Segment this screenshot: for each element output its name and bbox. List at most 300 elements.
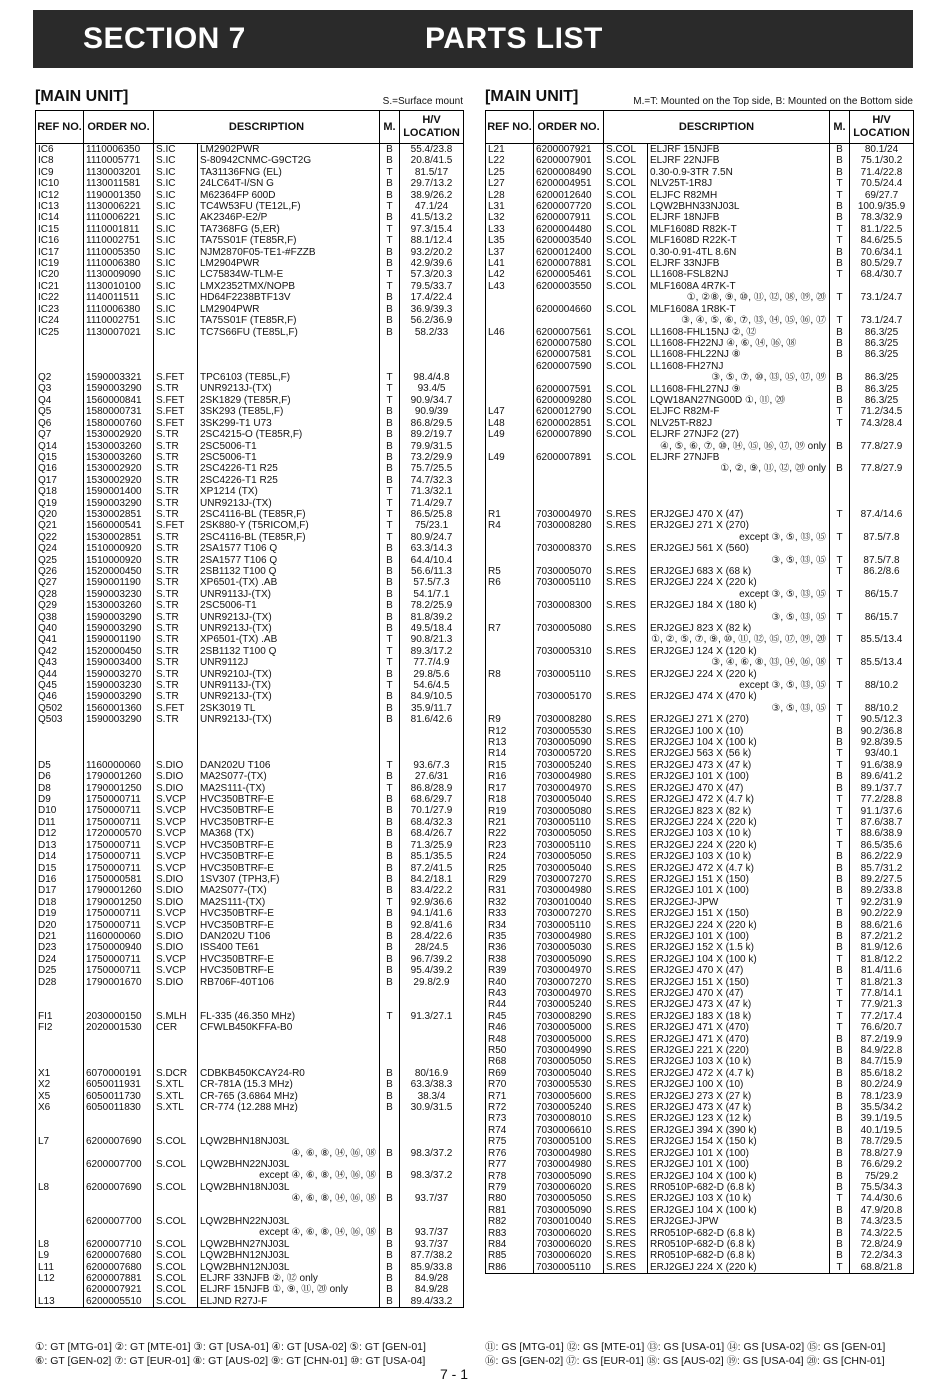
ref-no-cell: Q43 <box>36 657 84 668</box>
mount-cell: B <box>830 384 850 395</box>
order-no-cell <box>84 1148 154 1159</box>
description-cell: 24LC64T-I/SN G <box>198 178 380 189</box>
part-type-cell <box>604 292 648 303</box>
ref-no-cell: R78 <box>486 1171 534 1182</box>
description-cell: ERJ2GEJ 104 X (100 k) <box>648 1171 830 1182</box>
location-cell: 84.6/25.5 <box>850 235 914 246</box>
mount-cell: B <box>830 395 850 406</box>
table-row <box>36 1239 464 1250</box>
description-cell: ERJ2GEJ 471 X (470) <box>648 1034 830 1045</box>
location-cell: 78.2/25.9 <box>400 600 464 611</box>
location-cell: 93.6/7.3 <box>400 760 464 771</box>
location-cell: 86.3/25 <box>850 349 914 360</box>
col-order-no: ORDER NO. <box>84 111 154 144</box>
order-no-cell: 2020001530 <box>84 1022 154 1033</box>
location-cell: 77.8/14.1 <box>850 988 914 999</box>
order-no-cell: 1590003400 <box>84 657 154 668</box>
part-type-cell: S.VCP <box>154 908 198 919</box>
table-row <box>486 920 914 931</box>
ref-no-cell: FI2 <box>36 1022 84 1033</box>
description-cell: AK2346P-E2/P <box>198 212 380 223</box>
mount-cell: T <box>380 395 400 406</box>
mount-cell: B <box>830 1102 850 1113</box>
mount-cell: T <box>380 760 400 771</box>
table-row <box>36 1148 464 1159</box>
ref-no-cell: R25 <box>486 863 534 874</box>
table-row <box>36 1068 464 1079</box>
location-cell: 86.3/25 <box>850 327 914 338</box>
order-no-cell: 1590003270 <box>84 669 154 680</box>
order-no-cell: 1590001190 <box>84 577 154 588</box>
description-cell: 2SC5006-T1 <box>198 600 380 611</box>
table-row <box>486 863 914 874</box>
part-type-cell: S.IC <box>154 292 198 303</box>
part-type-cell: S.RES <box>604 874 648 885</box>
order-no-cell: 6200012640 <box>534 190 604 201</box>
location-cell: 90.9/39 <box>400 406 464 417</box>
ref-no-cell: Q21 <box>36 520 84 531</box>
part-type-cell: S.RES <box>604 1045 648 1056</box>
ref-no-cell: R19 <box>486 806 534 817</box>
part-type-cell: S.FET <box>154 395 198 406</box>
table-row <box>486 212 914 223</box>
mount-cell: T <box>830 840 850 851</box>
part-type-cell: S.COL <box>604 258 648 269</box>
description-cell: DAN202U T106 <box>198 760 380 771</box>
ref-no-cell: L47 <box>486 406 534 417</box>
part-type-cell <box>604 612 648 623</box>
location-cell: 77.8/27.9 <box>850 441 914 452</box>
description-cell: ERJ2GEJ 470 X (47) <box>648 965 830 976</box>
ref-no-cell: R75 <box>486 1136 534 1147</box>
table-row <box>36 224 464 235</box>
order-no-cell: 6200012400 <box>534 247 604 258</box>
table-row <box>36 1227 464 1238</box>
ref-no-cell: D24 <box>36 954 84 965</box>
ref-no-cell: D28 <box>36 977 84 988</box>
description-cell: ERJ2GEJ 473 X (47 k) <box>648 760 830 771</box>
mount-cell: B <box>380 954 400 965</box>
ref-no-cell <box>486 657 534 668</box>
order-no-cell: 1530002851 <box>84 532 154 543</box>
location-cell: 92.8/39.5 <box>850 737 914 748</box>
description-cell: HVC350BTRF-E <box>198 851 380 862</box>
order-no-cell <box>534 292 604 303</box>
description-cell: ERJ2GEJ 224 X (220 k) <box>648 577 830 588</box>
description-cell: CR-765 (3.6864 MHz) <box>198 1091 380 1102</box>
ref-no-cell <box>36 1045 84 1056</box>
ref-no-cell: R80 <box>486 1193 534 1204</box>
ref-no-cell: Q41 <box>36 634 84 645</box>
mount-cell: B <box>830 1250 850 1261</box>
table-row <box>486 315 914 326</box>
mount-cell: B <box>380 840 400 851</box>
table-row <box>486 292 914 303</box>
order-no-cell <box>534 486 604 497</box>
description-cell: 2SA1577 T106 Q <box>198 555 380 566</box>
order-no-cell: 1110006350 <box>84 144 154 156</box>
order-no-cell: 7030005170 <box>534 691 604 702</box>
description-cell: ERJ2GEJ 104 X (100 k) <box>648 1205 830 1216</box>
location-cell: 86.2/8.6 <box>850 566 914 577</box>
part-type-cell: S.RES <box>604 817 648 828</box>
ref-no-cell <box>486 349 534 360</box>
location-cell: 86.8/29.5 <box>400 418 464 429</box>
description-cell: ERJ2GEJ 101 X (100) <box>648 931 830 942</box>
mount-cell <box>830 452 850 463</box>
order-no-cell: 6200007700 <box>84 1159 154 1170</box>
ref-no-cell: R40 <box>486 977 534 988</box>
table-row <box>486 988 914 999</box>
table-row <box>36 1045 464 1056</box>
location-cell: 93.7/37 <box>400 1227 464 1238</box>
mount-cell: T <box>380 383 400 394</box>
location-cell: 78.8/27.9 <box>850 1148 914 1159</box>
ref-no-cell <box>486 463 534 474</box>
order-no-cell <box>534 612 604 623</box>
location-cell: 87.2/21.2 <box>850 931 914 942</box>
location-cell: 90.5/12.3 <box>850 714 914 725</box>
description-cell: HVC350BTRF-E <box>198 863 380 874</box>
order-no-cell <box>84 349 154 360</box>
mount-cell: T <box>830 1022 850 1033</box>
description-cell: UNR9213J-(TX) <box>198 498 380 509</box>
part-type-cell <box>154 988 198 999</box>
table-row <box>486 703 914 714</box>
table-row <box>36 920 464 931</box>
mount-cell: B <box>830 965 850 976</box>
description-cell: ERJ2GEJ 470 X (47) <box>648 988 830 999</box>
mount-cell: B <box>830 167 850 178</box>
description-cell: ERJ2GEJ 394 X (390 k) <box>648 1125 830 1136</box>
description-cell <box>198 1113 380 1124</box>
ref-no-cell: R14 <box>486 748 534 759</box>
description-cell: MLF1608A 4R7K-T <box>648 281 830 292</box>
right-parts-panel <box>485 88 913 1274</box>
table-row <box>36 908 464 919</box>
order-no-cell <box>534 634 604 645</box>
table-row <box>486 395 914 406</box>
order-no-cell: 1750000711 <box>84 851 154 862</box>
ref-no-cell: L49 <box>486 452 534 463</box>
ref-no-cell <box>486 691 534 702</box>
ref-no-cell: Q38 <box>36 612 84 623</box>
mount-cell: T <box>830 954 850 965</box>
ref-no-cell <box>486 361 534 372</box>
ref-no-cell <box>486 441 534 452</box>
order-no-cell: 6200007581 <box>534 349 604 360</box>
ref-no-cell <box>486 304 534 315</box>
right-parts-table <box>485 110 914 1274</box>
description-cell: ③, ④, ⑤, ⑥, ⑦, ⑬, ⑭, ⑮, ⑯, ⑰ <box>648 315 830 326</box>
table-row <box>36 281 464 292</box>
ref-no-cell: R1 <box>486 509 534 520</box>
ref-no-cell: R12 <box>486 726 534 737</box>
part-type-cell: S.RES <box>604 1136 648 1147</box>
ref-no-cell <box>486 315 534 326</box>
order-no-cell: 7030005110 <box>534 817 604 828</box>
ref-no-cell <box>486 634 534 645</box>
ref-no-cell: R46 <box>486 1022 534 1033</box>
table-row <box>36 304 464 315</box>
ref-no-cell: R79 <box>486 1182 534 1193</box>
table-row <box>36 292 464 303</box>
description-cell <box>198 737 380 748</box>
mount-cell <box>830 577 850 588</box>
part-type-cell <box>154 1045 198 1056</box>
order-no-cell: 1130007021 <box>84 327 154 338</box>
table-row <box>486 737 914 748</box>
table-row <box>36 600 464 611</box>
location-cell: 91.1/37.6 <box>850 806 914 817</box>
table-row <box>36 646 464 657</box>
part-type-cell: S.COL <box>604 201 648 212</box>
table-row <box>486 1045 914 1056</box>
location-cell <box>850 623 914 634</box>
order-no-cell: 7030008370 <box>534 543 604 554</box>
mount-cell: B <box>830 1159 850 1170</box>
location-cell <box>400 1205 464 1216</box>
part-type-cell: S.COL <box>604 429 648 440</box>
mount-cell: B <box>380 942 400 953</box>
location-cell: 86.5/35.6 <box>850 840 914 851</box>
mount-cell: T <box>830 760 850 771</box>
table-row <box>486 657 914 668</box>
mount-cell: T <box>380 224 400 235</box>
order-no-cell: 6200007720 <box>534 201 604 212</box>
right-panel-title <box>485 88 913 110</box>
location-cell: 69/27.7 <box>850 190 914 201</box>
location-cell: 36.9/39.3 <box>400 304 464 315</box>
ref-no-cell: Q29 <box>36 600 84 611</box>
part-type-cell: S.RES <box>604 806 648 817</box>
mount-cell: B <box>380 1102 400 1113</box>
location-cell: 86.3/25 <box>850 372 914 383</box>
table-row <box>36 874 464 885</box>
ref-no-cell: L43 <box>486 281 534 292</box>
description-cell: except ④, ⑥, ⑧, ⑭, ⑯, ⑱ <box>198 1227 380 1238</box>
description-cell: except ③, ⑤, ⑬, ⑮ <box>648 589 830 600</box>
order-no-cell: 6200005461 <box>534 269 604 280</box>
table-row <box>486 566 914 577</box>
location-cell: 77.9/21.3 <box>850 999 914 1010</box>
ref-no-cell: L11 <box>36 1262 84 1273</box>
table-row <box>36 1216 464 1227</box>
mount-cell <box>380 726 400 737</box>
table-row <box>36 315 464 326</box>
ref-no-cell: IC22 <box>36 292 84 303</box>
part-type-cell: S.TR <box>154 657 198 668</box>
left-parts-table <box>35 110 464 1308</box>
location-cell: 57.3/20.3 <box>400 269 464 280</box>
order-no-cell: 6200003540 <box>534 235 604 246</box>
order-no-cell: 7030008280 <box>534 520 604 531</box>
order-no-cell: 7030008280 <box>534 714 604 725</box>
mount-cell <box>380 1125 400 1136</box>
order-no-cell: 7030004970 <box>534 509 604 520</box>
order-no-cell: 7030005040 <box>534 794 604 805</box>
description-cell: HD64F2238BTF13V <box>198 292 380 303</box>
order-no-cell: 1110002751 <box>84 235 154 246</box>
description-cell: 3SK299-T1 U73 <box>198 418 380 429</box>
part-type-cell: S.COL <box>154 1136 198 1147</box>
location-cell: 86.5/25.8 <box>400 509 464 520</box>
table-row <box>36 783 464 794</box>
order-no-cell: 7030005600 <box>534 1091 604 1102</box>
table-row <box>486 429 914 440</box>
order-no-cell: 1110005771 <box>84 155 154 166</box>
description-cell: NJM2870F05-TE1-#FZZB <box>198 247 380 258</box>
location-cell: 85.1/35.5 <box>400 851 464 862</box>
description-cell: LL1608-FHL15NJ ②, ⑫ <box>648 327 830 338</box>
part-type-cell: S.RES <box>604 840 648 851</box>
order-no-cell <box>84 1034 154 1045</box>
order-no-cell: 7030006020 <box>534 1239 604 1250</box>
mount-cell: B <box>830 920 850 931</box>
description-cell: HVC350BTRF-E <box>198 920 380 931</box>
table-row <box>486 543 914 554</box>
location-cell <box>850 543 914 554</box>
mount-cell: B <box>380 212 400 223</box>
part-type-cell: S.TR <box>154 680 198 691</box>
mount-cell: B <box>380 1148 400 1159</box>
ref-no-cell: Q28 <box>36 589 84 600</box>
order-no-cell: 1140011511 <box>84 292 154 303</box>
ref-no-cell: R73 <box>486 1113 534 1124</box>
description-cell: LL1608-FH27NJ <box>648 361 830 372</box>
table-row <box>36 760 464 771</box>
description-cell: UNR9210J-(TX) <box>198 669 380 680</box>
ref-no-cell: IC21 <box>36 281 84 292</box>
description-cell <box>198 338 380 349</box>
ref-no-cell: Q15 <box>36 452 84 463</box>
order-no-cell: 1750000711 <box>84 954 154 965</box>
mount-cell: B <box>380 1262 400 1273</box>
table-row <box>486 201 914 212</box>
description-cell: ELJND R27J-F <box>198 1296 380 1308</box>
mount-cell: B <box>380 1284 400 1295</box>
table-row <box>36 1170 464 1181</box>
part-type-cell: S.MLH <box>154 1011 198 1022</box>
ref-no-cell: Q46 <box>36 691 84 702</box>
location-cell: 76.6/20.7 <box>850 1022 914 1033</box>
ref-no-cell: Q25 <box>36 555 84 566</box>
location-cell <box>400 1216 464 1227</box>
order-no-cell: 6200007690 <box>84 1182 154 1193</box>
ref-no-cell: D12 <box>36 828 84 839</box>
mount-cell <box>380 349 400 360</box>
part-type-cell: S.RES <box>604 1125 648 1136</box>
mount-cell: T <box>830 1011 850 1022</box>
part-type-cell: S.COL <box>604 406 648 417</box>
description-cell: ①, ②, ⑨, ⑪, ⑫, ⑳ only <box>648 463 830 474</box>
part-type-cell: S.IC <box>154 258 198 269</box>
mount-cell: B <box>830 1216 850 1227</box>
part-type-cell: S.IC <box>154 235 198 246</box>
location-cell: 30.9/31.5 <box>400 1102 464 1113</box>
ref-no-cell: IC9 <box>36 167 84 178</box>
table-row <box>36 1296 464 1308</box>
part-type-cell: S.XTL <box>154 1091 198 1102</box>
mount-cell: B <box>380 794 400 805</box>
mount-cell: T <box>380 657 400 668</box>
description-cell: LMX2352TMX/NOPB <box>198 281 380 292</box>
location-cell: 75/23.1 <box>400 520 464 531</box>
part-type-cell <box>154 1125 198 1136</box>
mount-cell: B <box>380 851 400 862</box>
order-no-cell: 7030005720 <box>534 748 604 759</box>
table-row <box>36 828 464 839</box>
table-row <box>36 805 464 816</box>
ref-no-cell: IC14 <box>36 212 84 223</box>
part-type-cell: S.TR <box>154 714 198 725</box>
description-cell: 2SC4226-T1 R25 <box>198 463 380 474</box>
order-no-cell: 1160000060 <box>84 760 154 771</box>
part-type-cell: S.FET <box>154 406 198 417</box>
mount-cell: B <box>380 475 400 486</box>
location-cell <box>850 304 914 315</box>
location-cell: 94.1/41.6 <box>400 908 464 919</box>
ref-no-cell: X5 <box>36 1091 84 1102</box>
description-cell: ERJ2GEJ 683 X (68 k) <box>648 566 830 577</box>
order-no-cell <box>534 463 604 474</box>
location-cell <box>850 429 914 440</box>
part-type-cell: S.COL <box>604 349 648 360</box>
ref-no-cell: R13 <box>486 737 534 748</box>
order-no-cell: 7030005240 <box>534 1102 604 1113</box>
order-no-cell: 7030005530 <box>534 1079 604 1090</box>
table-row <box>36 965 464 976</box>
location-cell: 93.4/5 <box>400 383 464 394</box>
location-cell: 75/29.2 <box>850 1171 914 1182</box>
description-cell: ELJRF 18NJFB <box>648 212 830 223</box>
part-type-cell: S.RES <box>604 851 648 862</box>
description-cell: TC7S66FU (TE85L,F) <box>198 327 380 338</box>
ref-no-cell: D21 <box>36 931 84 942</box>
order-no-cell: 6200004951 <box>534 178 604 189</box>
order-no-cell: 6200007921 <box>534 144 604 156</box>
order-no-cell: 1130010100 <box>84 281 154 292</box>
description-cell: ERJ2GEJ 823 X (82 k) <box>648 806 830 817</box>
location-cell: 28.4/22.6 <box>400 931 464 942</box>
description-cell: LM2904PWR <box>198 304 380 315</box>
ref-no-cell: Q42 <box>36 646 84 657</box>
table-row <box>36 418 464 429</box>
location-cell: 55.4/23.8 <box>400 144 464 156</box>
mount-cell <box>830 281 850 292</box>
location-cell: 47.9/20.8 <box>850 1205 914 1216</box>
part-type-cell: S.DCR <box>154 1068 198 1079</box>
description-cell: MLF1608D R82K-T <box>648 224 830 235</box>
location-cell: 29.8/5.6 <box>400 669 464 680</box>
description-cell: ERJ2GEJ 151 X (150) <box>648 908 830 919</box>
table-row <box>36 634 464 645</box>
mount-cell: B <box>830 1113 850 1124</box>
table-row <box>486 577 914 588</box>
ref-no-cell: R16 <box>486 771 534 782</box>
col-ref-no: REF NO. <box>36 111 84 144</box>
ref-no-cell: R24 <box>486 851 534 862</box>
part-type-cell: S.TR <box>154 669 198 680</box>
part-type-cell: S.TR <box>154 600 198 611</box>
part-type-cell: S.TR <box>154 612 198 623</box>
description-cell: ERJ2GEJ 224 X (220 k) <box>648 840 830 851</box>
location-cell <box>400 1056 464 1067</box>
ref-no-cell <box>36 1159 84 1170</box>
order-no-cell: 7030005050 <box>534 1193 604 1204</box>
location-cell: 63.3/14.3 <box>400 543 464 554</box>
mount-cell: T <box>830 315 850 326</box>
